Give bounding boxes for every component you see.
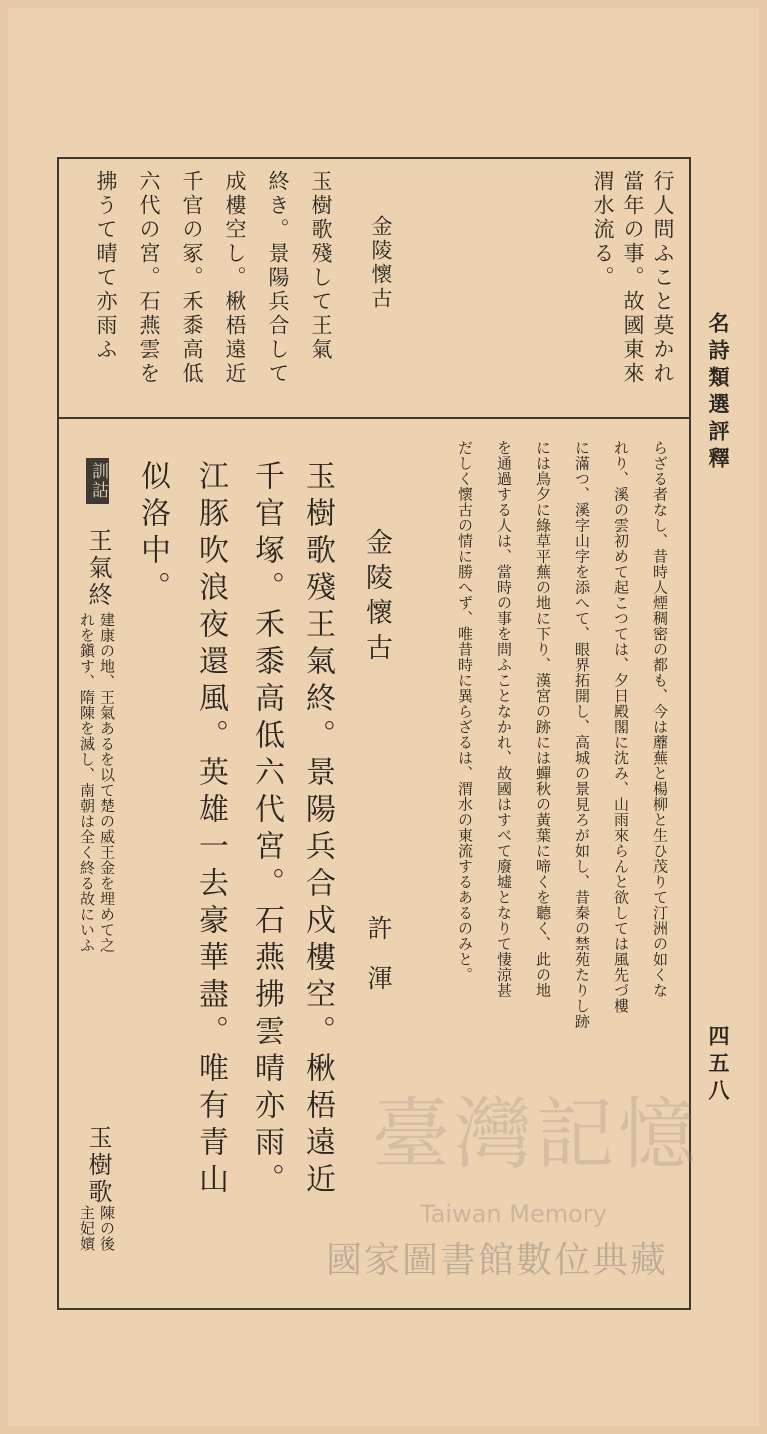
poem-line: 千官塚。禾黍高低六代宮。石燕拂雲晴亦雨。 (249, 460, 284, 1200)
reading-line: 終き。景陽兵合して (266, 170, 290, 386)
note-term: 玉樹歌 (84, 1125, 112, 1206)
poem-author: 許 渾 (364, 915, 393, 990)
commentary-line: らざる者なし、昔時人煙稠密の都も、今は蘼蕪と楊柳と生ひ茂りて汀洲の如くな (651, 440, 669, 998)
page-number: 四五八 (706, 1025, 730, 1106)
reading-line: 千官の冢。禾黍高低 (180, 170, 204, 386)
note-text: 陳の後 (98, 1205, 116, 1252)
reading-line: 六代の宮。石燕雲を (137, 170, 161, 386)
poem-line: 江豚吹浪夜還風。英雄一去豪華盡。唯有青山 (193, 460, 228, 1200)
note-text: 建康の地、王氣あるを以て楚の威王金を埋めて之 (98, 612, 116, 953)
note-text: 主妃嬪 (78, 1205, 96, 1252)
reading-line: 成樓空し。楸梧遠近 (223, 170, 247, 386)
watermark-library: 國家圖書館數位典藏 (325, 1240, 668, 1281)
commentary-line: を通過する人は、當時の事を問ふことなかれ、故國はすべて廢墟となりて悽涼甚 (495, 440, 513, 998)
reading-title: 金陵懷古 (369, 215, 393, 311)
book-title: 名詩類選評釋 (706, 312, 730, 474)
poem-title: 金陵懷古 (361, 528, 392, 668)
notes-label: 訓詁 (86, 458, 109, 504)
commentary-line: に滿つ、溪字山字を添へて、眼界拓開し、高城の景見ろが如し、昔秦の禁苑たりし跡 (573, 440, 591, 1029)
poem-line: 玉樹歌殘王氣終。景陽兵合戍樓空。楸梧遠近 (300, 460, 335, 1200)
prev-poem-line: 渭水流る。 (591, 170, 615, 290)
note-term: 王氣終 (84, 528, 112, 609)
poem-line: 似洛中。 (135, 460, 170, 608)
commentary-line: だしく懷古の情に勝へず、唯昔時に異らざるは、渭水の東流するあるのみと。 (456, 440, 474, 983)
note-text: れを鎭す、隋陳を滅し、南朝は全く終る故にいふ (78, 612, 96, 953)
commentary-line: れり、溪の雲初めて起こつては、夕日殿閣に沈み、山雨來らんと欲しては風先づ樓 (612, 440, 630, 1014)
reading-line: 拂うて晴て亦雨ふ (94, 170, 118, 362)
reading-line: 玉樹歌殘して王氣 (309, 170, 333, 362)
watermark-english: Taiwan Memory (420, 1200, 607, 1228)
prev-poem-line: 行人問ふこと莫かれ (651, 170, 675, 386)
frame-divider (57, 417, 691, 419)
watermark-logo: 臺灣記憶 (372, 1090, 701, 1180)
prev-poem-line: 當年の事。故國東來 (621, 170, 645, 386)
commentary-line: には鳥夕に綠草平蕪の地に下り、漢宮の跡には蟬秋の黃葉に啼くを聽く、此の地 (534, 440, 552, 998)
